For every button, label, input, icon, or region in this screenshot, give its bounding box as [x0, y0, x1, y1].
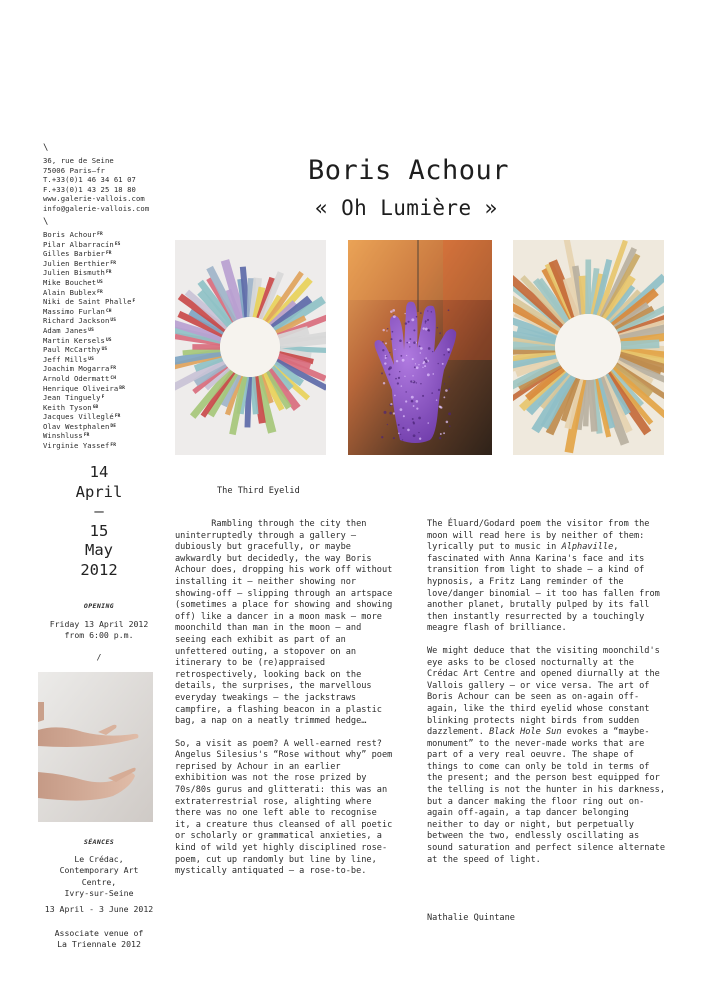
address-line: www.galerie-vallois.com [43, 194, 145, 204]
artist-name: Henrique Oliveira$^{BR}$ [43, 383, 125, 393]
country-code: FR [110, 260, 117, 266]
artist-name: Richard Jackson$^{US}$ [43, 316, 117, 326]
country-code: ES [114, 241, 121, 247]
glitter-hand-image [348, 240, 492, 455]
country-code: US [88, 356, 94, 362]
article-column-1 [175, 519, 397, 889]
artist-name: Keith Tyson$^{GB}$ [43, 402, 99, 412]
country-code: FR [110, 443, 117, 449]
paragraph: Rambling through the city then uninterruptedly through a gallery – dubiously but gracefully, or maybe awkwardly but decidedly, the way Boris Achour does, dropping his work off without installing it – neither showing nor showing-off – slipping through an artspace (sometimes a place for showing and showing off) like a dancer in a moon mask – more moonchild than man in the moon – and seeing each exhibit as part of an unfettered outing, a stopover on an itinerary to be (re)appraised retrospectively, looking back on the details, the surprises, the marvellous everyday tweakings – the jackstraws campfire, a flashing beacon in a plastic bag, a nap on a neatly trimmed hedge… [175, 519, 393, 727]
country-code: BR [119, 385, 125, 391]
seances-line: Contemporary Art [59, 865, 139, 876]
hands-photo [38, 672, 153, 822]
artist-name: Jeff Mills$^{US}$ [43, 354, 94, 364]
artist-name: Paul McCarthy$^{US}$ [43, 345, 108, 355]
country-code: FR [110, 366, 117, 372]
address-line: 75006 Paris—fr [43, 165, 105, 175]
address-line: F.+33(0)1 43 25 18 80 [43, 184, 136, 194]
artist-name: Massimo Furlan$^{CH}$ [43, 306, 112, 316]
country-code: US [110, 318, 117, 324]
glitter-sunburst-image-2-icon [513, 240, 664, 455]
page-subtitle: « Oh Lumière » [315, 196, 498, 220]
country-code: CH [110, 375, 117, 381]
seances-line: Le Crédac, [74, 854, 124, 864]
separator-mark: \ [43, 143, 49, 153]
artist-name: Martin Kersels$^{US}$ [43, 335, 112, 345]
seances-venue [35, 854, 163, 900]
date-line: 2012 [80, 560, 118, 579]
artist-name: Jacques Villeglé$^{FR}$ [43, 412, 121, 422]
country-code: US [101, 347, 108, 353]
artist-name: Arnold Odermatt$^{CH}$ [43, 373, 117, 383]
separator-mark: \ [43, 217, 49, 227]
opening-line: from 6:00 p.m. [64, 630, 134, 641]
artist-name: Jean Tinguely$^F$ [43, 393, 105, 403]
address-line: 36, rue de Seine [43, 156, 114, 165]
address-line: T.+33(0)1 46 34 61 07 [43, 175, 136, 185]
date-line: — [94, 502, 104, 520]
paragraph: We might deduce that the visiting moonchild's eye asks to be closed nocturnally at the Crédac Art Centre and opened diurnally at the Vallois gallery – or vice versa. The art of Boris Achour can be seen as on-again off-again, like the third eyelid whose constant blinking protects night birds from sudden dazzlement. Black Hole Sun evokes a “maybe-monument” to the never-made works that are part of a very real oeuvre. The shape of things to come can only be told in terms of the present; and the person best equipped for the telling is not the hunter in his darkness, but a dancer making the floor ring out on-again off-again, a tap dancer belonging neither to day or night, but perpetually between the two, endlessly oscillating as sound saturation and perfect silence alternate at the speed of light. [427, 645, 665, 865]
paragraph: The Éluard/Godard poem the visitor from the moon will read here is by neither of them: lyrically put to music in Alphaville, fascinated with Anna Karina's face and its transition from light to shade – a kind of hypnosis, a Fritz Lang reminder of the love/danger binomial – it too has fallen from another planet, brutally pulped by its fall then instantly resurrected by a touchingly meagre flash of brilliance. [427, 519, 660, 634]
seances-dates: 13 April - 3 June 2012 [44, 904, 154, 914]
associate-venue [35, 928, 163, 951]
artist-name: Winshluss$^{FR}$ [43, 431, 90, 441]
country-code: FR [105, 270, 112, 276]
country-code: US [105, 337, 112, 343]
artist-list [43, 230, 173, 451]
date-line: May [85, 541, 113, 559]
exhibition-dates [55, 463, 143, 580]
caption: The Third Eyelid [217, 486, 300, 496]
artist-name: Gilles Barbier$^{FR}$ [43, 249, 112, 259]
artist-name: Julien Bismuth$^{FR}$ [43, 268, 112, 278]
seances-line: Ivry-sur-Seine [64, 888, 134, 899]
separator-mark: / [96, 652, 102, 662]
country-code: FR [97, 289, 103, 295]
date-line: 14 [89, 463, 109, 481]
venue-line: La Triennale 2012 [57, 939, 141, 950]
opening-line: Friday 13 April 2012 [49, 619, 149, 629]
seances-line: Centre, [81, 876, 117, 887]
country-code: FR [105, 251, 112, 257]
artist-name: Virginie Yassef$^{FR}$ [43, 441, 117, 451]
country-code: FR [83, 433, 90, 439]
artist-name: Boris Achour$^{FR}$ [43, 230, 103, 239]
gallery-address [43, 156, 173, 214]
artist-name: Julien Berthier$^{FR}$ [43, 258, 117, 268]
country-code: CH [105, 308, 112, 314]
opening-label: OPENING [83, 602, 115, 610]
country-code: FR [97, 232, 103, 237]
glitter-sunburst-image-2 [513, 240, 664, 455]
page-title: Boris Achour [308, 155, 510, 186]
paragraph: So, a visit as poem? A well-earned rest? Angelus Silesius's “Rose without why” poem reprised by Achour in an earlier exhibition was not the rose prized by 70s/80s gurus and glitterati: this was an extraterrestrial rose, alighting where there was no one left able to recognise it, a creature thus cleansed of all poetic or scholarly or grammatical anxieties, a kind of wild yet highly disciplined rose-poem, cut up randomly but line by line, mystically antiquated – a rose-to-be. [175, 738, 393, 877]
date-line: 15 [89, 521, 109, 540]
country-code: FR [114, 414, 121, 420]
opening-details [35, 619, 163, 642]
artist-name: Alain Bublex$^{FR}$ [43, 287, 103, 297]
artist-name: Niki de Saint Phalle$^F$ [43, 297, 136, 307]
country-code: US [97, 279, 103, 285]
seances-label: SÉANCES [83, 838, 115, 846]
artist-name: Olav Westphalen$^{DE}$ [43, 421, 117, 431]
country-code: DE [110, 423, 117, 429]
venue-line: Associate venue of [54, 928, 144, 938]
artist-name: Pilar Albarracín$^{ES}$ [43, 239, 121, 249]
glitter-sunburst-image [175, 240, 326, 455]
article-column-2 [427, 519, 665, 877]
artist-name: Adam Janes$^{US}$ [43, 325, 94, 335]
country-code: F [132, 299, 136, 305]
country-code: F [101, 395, 105, 401]
artist-name: Mike Bouchet$^{US}$ [43, 277, 103, 287]
author-signature: Nathalie Quintane [427, 913, 515, 923]
country-code: GB [92, 404, 99, 410]
hands-photo-icon [38, 672, 153, 822]
date-line: April [75, 482, 123, 501]
glitter-hand-icon [348, 240, 492, 455]
artist-name: Joachim Mogarra$^{FR}$ [43, 364, 117, 374]
glitter-sunburst-image-icon [175, 240, 326, 455]
country-code: US [88, 327, 94, 333]
address-line: info@galerie-vallois.com [43, 203, 150, 213]
